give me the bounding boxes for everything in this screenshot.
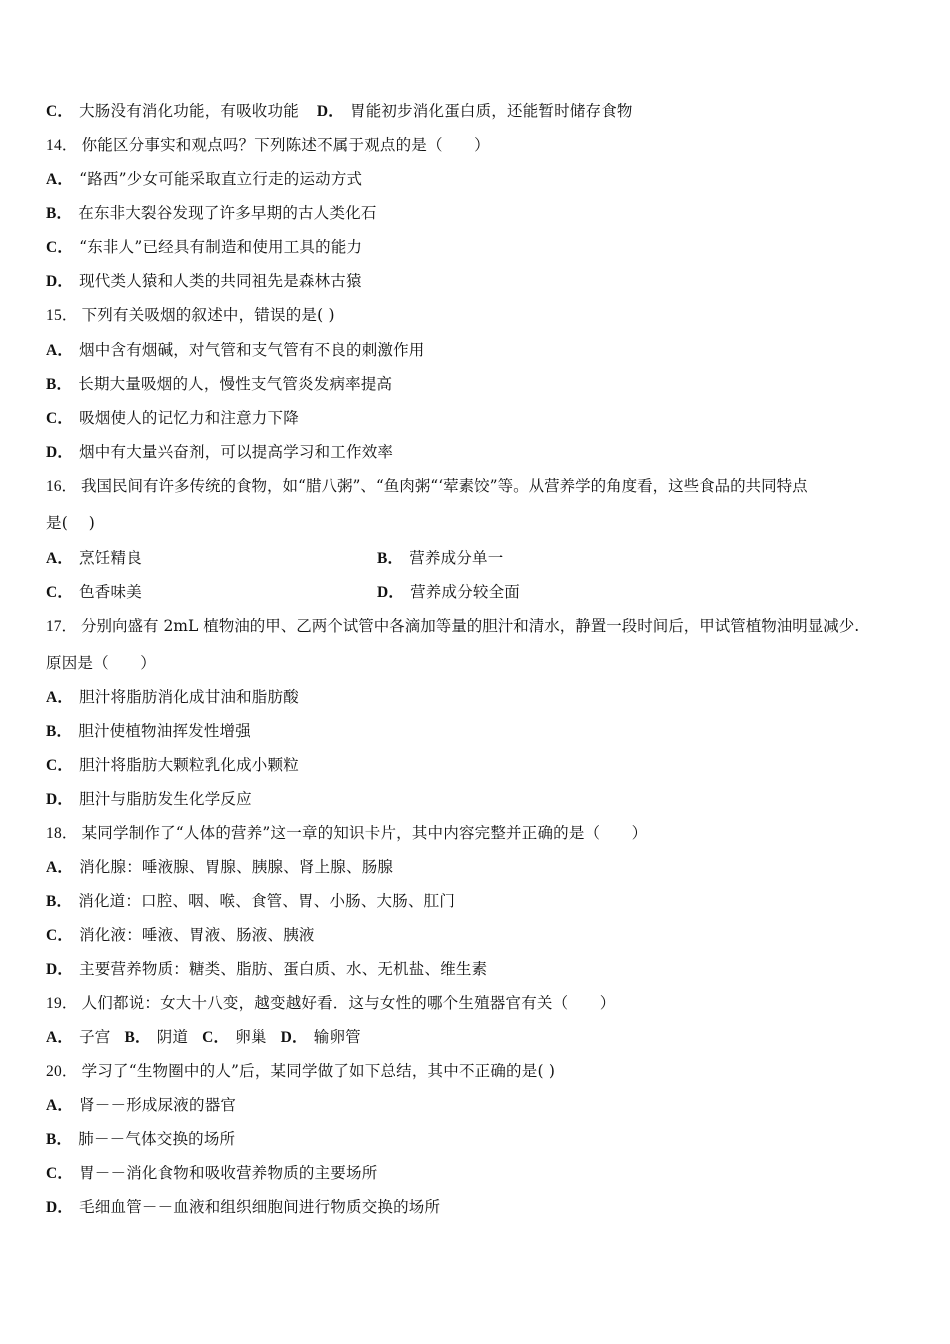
q20-option-d <box>46 1197 440 1218</box>
q19-option-a <box>46 1028 111 1046</box>
q15-option-a-text: 烟中含有烟碱，对气管和支气管有不良的刺激作用 <box>79 341 425 359</box>
q20-option-b-text: 肺－－气体交换的场所 <box>78 1130 236 1148</box>
q14-option-a-label: A． <box>46 171 74 188</box>
q15-option-c-label: C． <box>46 410 74 427</box>
q18-option-a-label: A． <box>46 859 74 876</box>
q18-option-b-label: B． <box>46 893 73 910</box>
q14-stem <box>46 135 490 156</box>
q19-option-a-text: 子宫 <box>79 1028 111 1046</box>
q14-option-a-text: “路西”少女可能采取直立行走的运动方式 <box>79 170 363 188</box>
q19-option-c-label: C． <box>202 1029 230 1046</box>
q16-option-a-label: A． <box>46 550 74 567</box>
q14-option-d <box>46 271 362 292</box>
q17-option-b-text: 胆汁使植物油挥发性增强 <box>78 722 251 740</box>
q15-option-d-text: 烟中有大量兴奋剂，可以提高学习和工作效率 <box>79 443 394 461</box>
q15-option-b-text: 长期大量吸烟的人，慢性支气管炎发病率提高 <box>78 375 393 393</box>
q13-options-cd <box>46 101 633 122</box>
q14-option-b-text: 在东非大裂谷发现了许多早期的古人类化石 <box>78 204 377 222</box>
q20-option-a-label: A． <box>46 1097 74 1114</box>
q18-option-d-text: 主要营养物质：糖类、脂肪、蛋白质、水、无机盐、维生素 <box>79 960 488 978</box>
q16-stem-text-2: 是( ) <box>46 514 96 532</box>
q15-option-b-label: B． <box>46 376 73 393</box>
q13-option-d-label: D． <box>316 103 344 120</box>
q15-number: 15． <box>46 307 78 324</box>
q19-option-b-text: 阴道 <box>156 1028 189 1046</box>
q19-option-d-label: D． <box>280 1029 308 1046</box>
q16-number: 16． <box>46 478 78 495</box>
q20-number: 20． <box>46 1063 78 1080</box>
q20-option-c-text: 胃－－消化食物和吸收营养物质的主要场所 <box>79 1164 378 1182</box>
q20-option-d-label: D． <box>46 1199 74 1216</box>
q14-option-b <box>46 203 377 224</box>
q18-number: 18． <box>46 825 78 842</box>
q20-option-b-label: B． <box>46 1131 73 1148</box>
q17-option-a-text: 胆汁将脂肪消化成甘油和脂肪酸 <box>79 688 299 706</box>
q19-option-d <box>281 1028 361 1046</box>
q16-option-b-text: 营养成分单一 <box>409 549 504 567</box>
q17-option-d-label: D． <box>46 791 74 808</box>
q20-option-b <box>46 1129 235 1150</box>
q19-option-a-label: A． <box>46 1029 74 1046</box>
q15-option-a <box>46 340 425 361</box>
q16-stem-line2 <box>46 513 95 533</box>
q20-option-a-text: 肾－－形成尿液的器官 <box>79 1096 237 1114</box>
q19-option-c <box>202 1028 267 1046</box>
q20-option-c-label: C． <box>46 1165 74 1182</box>
q17-stem-text-1: 分别向盛有 2mL 植物油的甲、乙两个试管中各滴加等量的胆汁和清水，静置一段时间后，甲试管植物油明显减少. <box>81 617 860 635</box>
q15-option-a-label: A． <box>46 342 74 359</box>
q16-option-d-label: D． <box>377 584 405 601</box>
q14-option-c-label: C． <box>46 239 74 256</box>
q15-option-d-label: D． <box>46 444 74 461</box>
q20-stem <box>46 1061 555 1082</box>
q16-stem-line1 <box>46 476 808 497</box>
q16-option-d-text: 营养成分较全面 <box>410 583 520 601</box>
q17-number: 17． <box>46 618 78 635</box>
q14-option-b-label: B． <box>46 205 73 222</box>
q20-stem-text: 学习了“生物圈中的人”后，某同学做了如下总结，其中不正确的是( ) <box>81 1062 556 1080</box>
q17-option-c <box>46 755 299 776</box>
q17-option-b <box>46 721 251 742</box>
q18-stem <box>46 823 647 844</box>
q17-stem-text-2: 原因是（ ） <box>46 654 156 672</box>
q18-option-b <box>46 891 455 912</box>
q17-option-d-text: 胆汁与脂肪发生化学反应 <box>79 790 252 808</box>
q15-stem <box>46 305 335 326</box>
q17-option-c-text: 胆汁将脂肪大颗粒乳化成小颗粒 <box>79 756 299 774</box>
q19-stem <box>46 993 615 1014</box>
q17-option-a-label: A． <box>46 689 74 706</box>
q17-stem-line2 <box>46 653 156 673</box>
q16-option-c-text: 色香味美 <box>79 583 142 601</box>
q15-option-c <box>46 408 299 429</box>
q15-option-c-text: 吸烟使人的记忆力和注意力下降 <box>79 409 299 427</box>
q20-option-a <box>46 1095 236 1116</box>
q19-options <box>46 1027 361 1048</box>
q17-option-a <box>46 687 299 708</box>
q14-option-d-text: 现代类人猿和人类的共同祖先是森林古猿 <box>79 272 362 290</box>
q16-stem-text-1: 我国民间有许多传统的食物，如“腊八粥”、“鱼肉粥“‘荤素饺”等。从营养学的角度看，这些食品的共同特点 <box>81 477 808 495</box>
q20-option-d-text: 毛细血管－－血液和组织细胞间进行物质交换的场所 <box>79 1198 441 1216</box>
q15-option-b <box>46 374 392 395</box>
q13-option-c-label: C． <box>46 103 74 120</box>
q18-option-c-text: 消化液：唾液、胃液、肠液、胰液 <box>79 926 315 944</box>
q14-stem-text: 你能区分事实和观点吗？下列陈述不属于观点的是（ ） <box>81 136 490 154</box>
q19-option-b-label: B． <box>124 1029 151 1046</box>
q13-option-c-text: 大肠没有消化功能，有吸收功能 <box>79 102 299 120</box>
q18-option-c <box>46 925 315 946</box>
q14-option-d-label: D． <box>46 273 74 290</box>
q16-option-b-label: B． <box>377 550 404 567</box>
q19-option-c-text: 卵巢 <box>235 1028 267 1046</box>
q19-stem-text: 人们都说：女大十八变，越变越好看．这与女性的哪个生殖器官有关（ ） <box>81 994 616 1012</box>
q16-option-d <box>377 582 520 603</box>
q17-option-d <box>46 789 252 810</box>
q14-option-c-text: “东非人”已经具有制造和使用工具的能力 <box>79 238 363 256</box>
q17-stem-line1 <box>46 616 859 637</box>
q18-option-c-label: C． <box>46 927 74 944</box>
q16-option-c <box>46 582 142 603</box>
q14-number: 14． <box>46 137 78 154</box>
q18-option-b-text: 消化道：口腔、咽、喉、食管、胃、小肠、大肠、肛门 <box>78 892 456 910</box>
q18-option-d-label: D． <box>46 961 74 978</box>
q16-option-a <box>46 548 142 569</box>
q14-option-c <box>46 237 362 258</box>
q19-option-b <box>125 1028 189 1046</box>
q14-option-a <box>46 169 362 190</box>
q20-option-c <box>46 1163 377 1184</box>
q18-option-d <box>46 959 487 980</box>
q13-option-d-text: 胃能初步消化蛋白质，还能暂时储存食物 <box>350 102 633 120</box>
q18-option-a-text: 消化腺：唾液腺、胃腺、胰腺、肾上腺、肠腺 <box>79 858 394 876</box>
q16-option-b <box>377 548 503 569</box>
q17-option-c-label: C． <box>46 757 74 774</box>
q16-option-c-label: C． <box>46 584 74 601</box>
q19-number: 19． <box>46 995 78 1012</box>
q17-option-b-label: B． <box>46 723 73 740</box>
q16-option-a-text: 烹饪精良 <box>79 549 142 567</box>
q19-option-d-text: 输卵管 <box>313 1028 361 1046</box>
q18-option-a <box>46 857 393 878</box>
q18-stem-text: 某同学制作了“人体的营养”这一章的知识卡片，其中内容完整并正确的是（ ） <box>81 824 648 842</box>
q15-stem-text: 下列有关吸烟的叙述中，错误的是( ) <box>81 306 335 324</box>
q15-option-d <box>46 442 393 463</box>
